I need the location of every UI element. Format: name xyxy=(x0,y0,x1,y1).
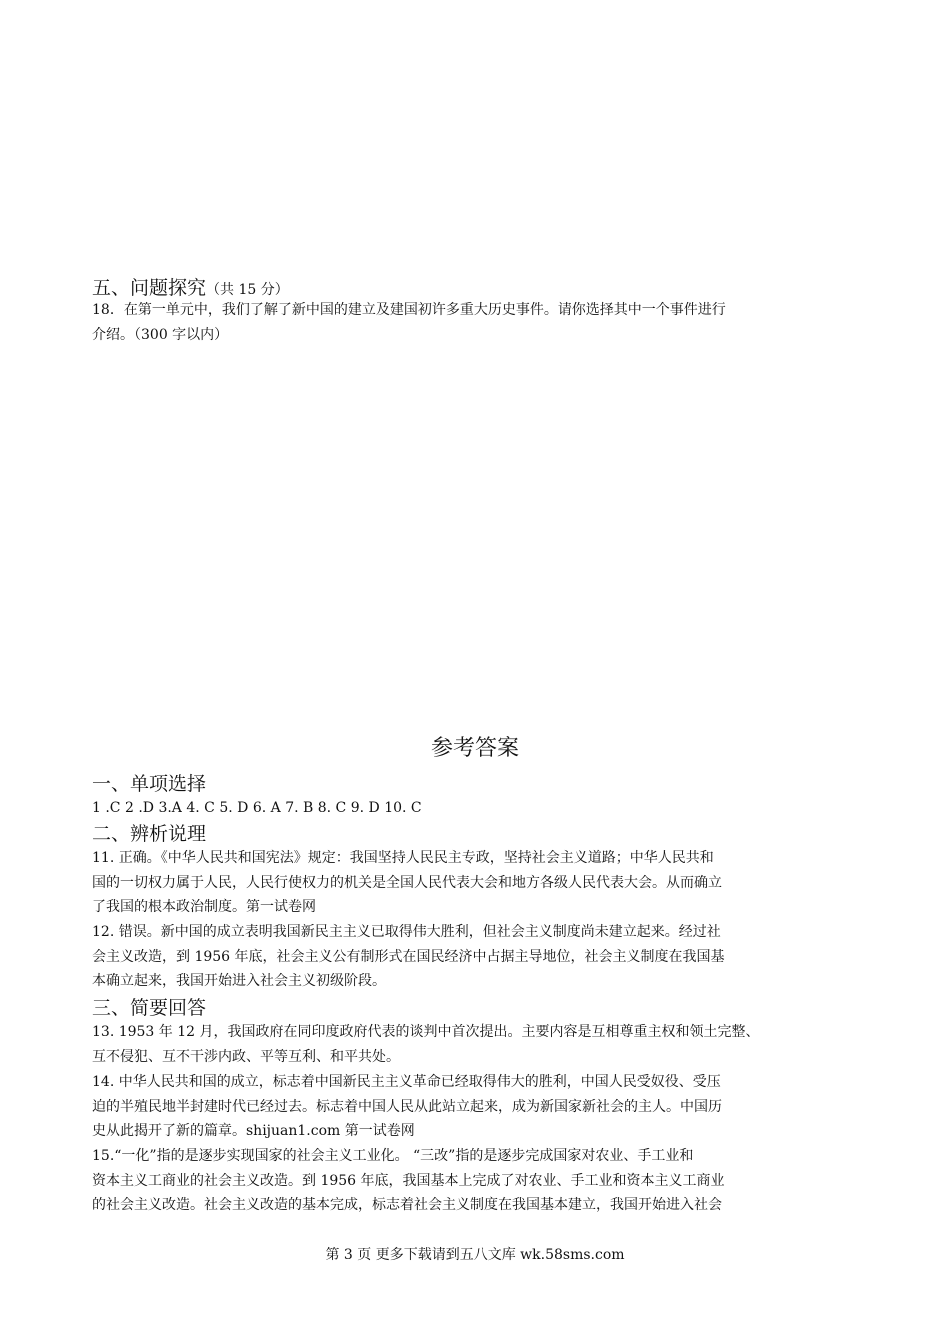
answer-11-line: 国的一切权力属于人民，人民行使权力的机关是全国人民代表大会和地方各级人民代表大会。从而确立 xyxy=(92,874,722,891)
question-18 xyxy=(92,298,852,347)
answer-12-line: 会主义改造，到 1956 年底，社会主义公有制形式在国民经济中占据主导地位，社会主义制度在我国基 xyxy=(92,948,725,965)
question-18-line: 介绍。（300 字以内） xyxy=(92,326,229,343)
answer-11-line: 11. 正确。《中华人民共和国宪法》规定：我国坚持人民民主专政，坚持社会主义道路；中华人民共和 xyxy=(92,850,714,866)
answer-15-line: 资本主义工商业的社会主义改造。到 1956 年底，我国基本上完成了对农业、手工业和资本主义工商业 xyxy=(92,1172,725,1189)
answer-14-line: 迫的半殖民地半封建时代已经过去。标志着中国人民从此站立起来，成为新国家新社会的主人。中国历 xyxy=(92,1098,722,1115)
answer-12-line: 本确立起来，我国开始进入社会主义初级阶段。 xyxy=(92,973,386,990)
answer-13-line: 互不侵犯、互不干涉内政、平等互利、和平共处。 xyxy=(92,1048,400,1065)
answer-15-line: 的社会主义改造。社会主义改造的基本完成，标志着社会主义制度在我国基本建立，我国开始进入社会 xyxy=(92,1197,722,1214)
answer-15 xyxy=(92,1144,852,1218)
answer-13 xyxy=(92,1020,852,1069)
section-one-title: 一、单项选择 xyxy=(92,773,207,795)
section-five-score-note: （共 15 分） xyxy=(206,282,289,298)
section-two-title: 二、辨析说理 xyxy=(92,823,207,845)
answer-11-line: 了我国的根本政治制度。第一试卷网 xyxy=(92,899,316,916)
answer-13-line: 13. 1953 年 12 月，我国政府在同印度政府代表的谈判中首次提出。主要内容是互相尊重主权和领土完整、 xyxy=(92,1024,760,1040)
answer-14-line: 史从此揭开了新的篇章。shijuan1.com 第一试卷网 xyxy=(92,1123,415,1140)
section-five-heading: 五、问题探究 xyxy=(92,277,207,299)
answer-11 xyxy=(92,846,852,920)
answer-12-line: 12. 错误。新中国的成立表明我国新民主主义已取得伟大胜利，但社会主义制度尚未建立起来。经过社 xyxy=(92,924,721,940)
answer-15-line: 15.“一化”指的是逐步实现国家的社会主义工业化。 “三改”指的是逐步完成国家对农业、手工业和 xyxy=(92,1148,694,1164)
page-footer: 第 3 页 更多下载请到五八文库 wk.58sms.com xyxy=(325,1247,625,1263)
question-18-line: 18．在第一单元中，我们了解了新中国的建立及建国初许多重大历史事件。请你选择其中一个事件进行 xyxy=(92,302,726,318)
answer-key-title: 参考答案 xyxy=(430,736,519,761)
answer-12 xyxy=(92,920,852,994)
answer-14-line: 14. 中华人民共和国的成立，标志着中国新民主主义革命已经取得伟大的胜利，中国人民受奴役、受压 xyxy=(92,1074,721,1090)
answer-14 xyxy=(92,1070,852,1144)
section-three-title: 三、简要回答 xyxy=(92,997,207,1019)
multiple-choice-answers: 1 .C 2 .D 3.A 4. C 5. D 6. A 7. B 8. C 9. D 10. C xyxy=(92,800,422,816)
